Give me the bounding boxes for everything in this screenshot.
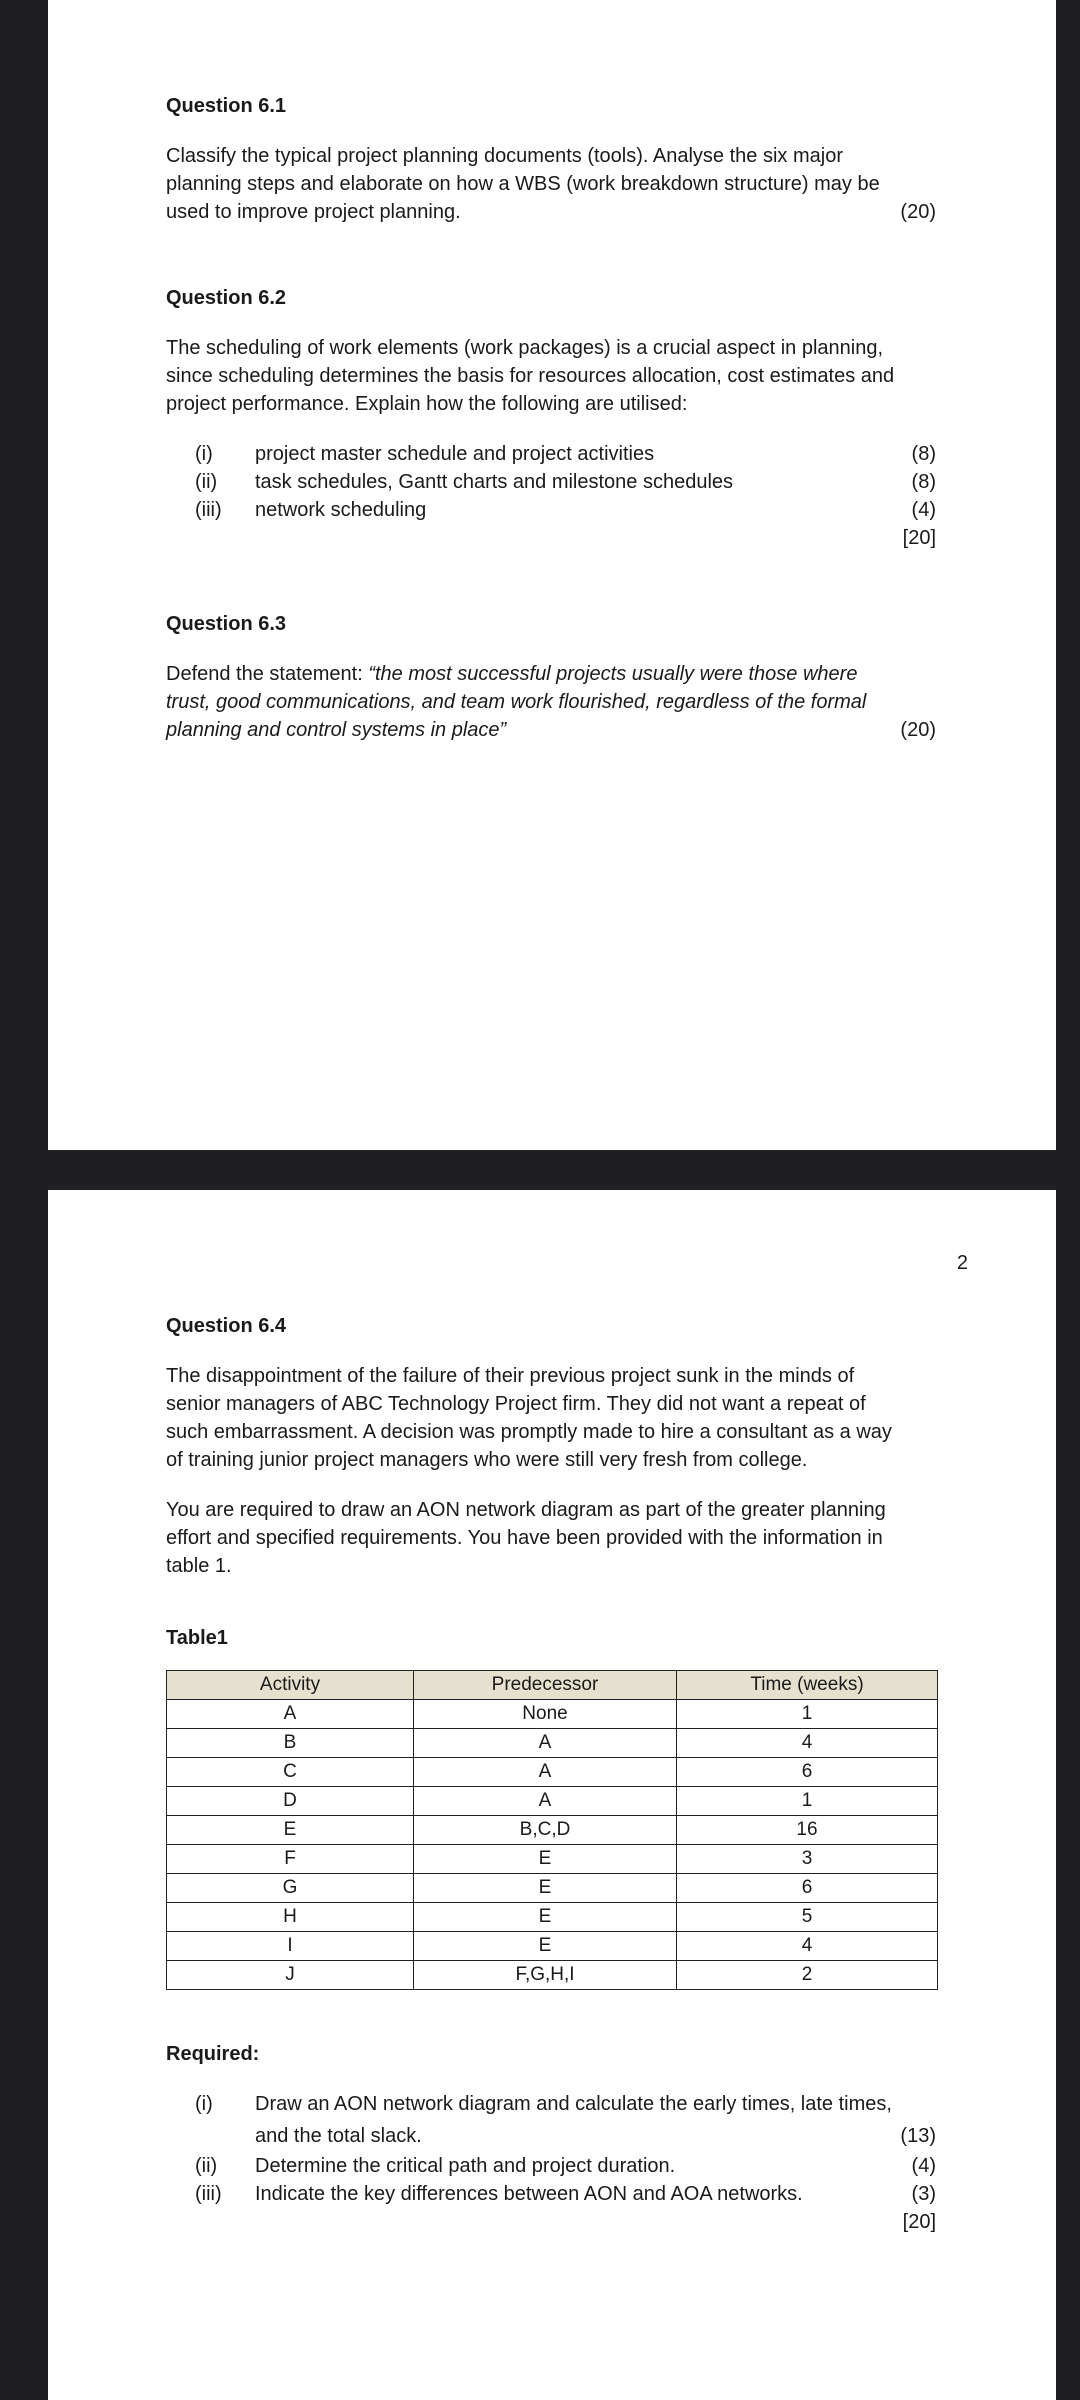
question-text: Classify the typical project planning documents (tools). Analyse the six major planning steps and elaborate on how a WBS (work breakdown structure) may be used to improve project planning. (20) [166,142,936,226]
column-header: Activity [167,1671,414,1700]
table-row: B A 4 [167,1729,938,1758]
question-text: The scheduling of work elements (work packages) is a crucial aspect in planning, since scheduling determines the basis for resources allocation, cost estimates and project performance. Explain how the following are utilised: [166,337,895,415]
page-number: 2 [956,1252,968,1274]
question-title: Question 6.2 [166,287,287,309]
table-row: J F,G,H,I 2 [167,1961,938,1990]
question-text: The disappointment of the failure of their previous project sunk in the minds of senior managers of ABC Technology Project firm. They did not want a repeat of such embarrassment. A decision was promptly made to hire a consultant as a way of training junior project managers who were still very fresh from college. [166,1365,892,1471]
question-text: You are required to draw an AON network diagram as part of the greater planning effort and specified requirements. You have been provided with the information in table 1. [166,1499,886,1577]
question-6-3 [166,610,936,744]
total-marks: [20] [902,527,936,549]
table-row: D A 1 [167,1787,938,1816]
table-row: A None 1 [167,1700,938,1729]
question-title: Question 6.4 [166,1315,287,1337]
question-6-1 [166,92,936,226]
sub-question-list [195,440,936,552]
activity-table [166,1670,938,1990]
list-item: (i) project master schedule and project activities (8) [195,443,936,465]
table-row: I E 4 [167,1932,938,1961]
table-header-row [167,1671,938,1700]
list-item: (i) Draw an AON network diagram and calculate the early times, late times, and the total slack. (13) [195,2088,936,2152]
table-row: C A 6 [167,1758,938,1787]
required-title: Required: [166,2043,260,2065]
question-title: Question 6.3 [166,613,287,635]
marks: (20) [900,719,936,741]
question-title: Question 6.1 [166,95,287,117]
table-row: H E 5 [167,1903,938,1932]
column-header: Time (weeks) [677,1671,938,1700]
marks: (13) [900,2125,936,2147]
question-text: Defend the statement: “the most successful projects usually were those where trust, good communications, and team work flourished, regardless of the formal planning and control systems in place” (20) [166,660,936,744]
marks: (20) [900,201,936,223]
document-page-1 [48,0,1056,1150]
list-item: (ii) Determine the critical path and project duration. (4) [195,2155,936,2177]
table-row: G E 6 [167,1874,938,1903]
total-marks: [20] [902,2211,936,2233]
list-item: (iii) network scheduling (4) [195,499,936,521]
question-6-2 [166,284,936,552]
sub-question-list [195,2088,936,2236]
table-row: F E 3 [167,1845,938,1874]
table-title: Table1 [166,1627,228,1649]
list-item: (iii) Indicate the key differences between AON and AOA networks. (3) [195,2183,936,2205]
list-item: (ii) task schedules, Gantt charts and milestone schedules (8) [195,471,936,493]
question-6-4 [166,1312,936,2236]
column-header: Predecessor [414,1671,677,1700]
table-row: E B,C,D 16 [167,1816,938,1845]
